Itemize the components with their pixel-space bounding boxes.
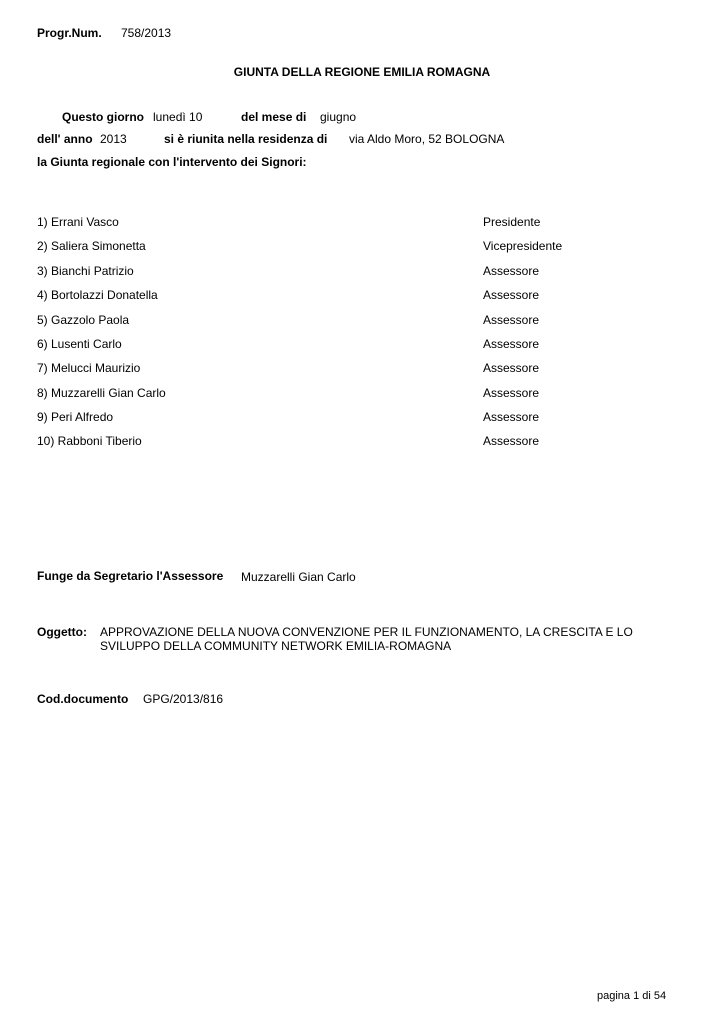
- member-name: 10) Rabboni Tiberio: [37, 434, 142, 448]
- member-role: Assessore: [483, 288, 540, 302]
- document-code-label: Cod.documento: [37, 692, 129, 706]
- place-label: si è riunita nella residenza di: [164, 132, 328, 146]
- secretary-value: Muzzarelli Gian Carlo: [241, 570, 356, 584]
- member-name: 3) Bianchi Patrizio: [37, 264, 134, 278]
- subject-line-2: SVILUPPO DELLA COMMUNITY NETWORK EMILIA-ROMAGNA: [100, 639, 452, 653]
- year-label: dell' anno: [37, 132, 93, 146]
- member-role: Presidente: [483, 215, 541, 229]
- document-code-value: GPG/2013/816: [143, 692, 224, 706]
- member-role: Assessore: [483, 313, 540, 327]
- year-value: 2013: [100, 132, 127, 146]
- member-role: Assessore: [483, 386, 540, 400]
- member-role: Assessore: [483, 434, 540, 448]
- member-name: 8) Muzzarelli Gian Carlo: [37, 386, 166, 400]
- member-name: 4) Bortolazzi Donatella: [37, 288, 158, 302]
- member-name: 6) Lusenti Carlo: [37, 337, 122, 351]
- member-name: 2) Saliera Simonetta: [37, 239, 146, 253]
- member-role: Assessore: [483, 337, 540, 351]
- member-role: Assessore: [483, 264, 540, 278]
- document-title: GIUNTA DELLA REGIONE EMILIA ROMAGNA: [233, 65, 491, 79]
- month-value: giugno: [320, 110, 357, 124]
- secretary-label: Funge da Segretario l'Assessore: [37, 569, 224, 583]
- day-label: Questo giorno: [62, 110, 144, 124]
- member-role: Vicepresidente: [483, 239, 563, 253]
- place-value: via Aldo Moro, 52 BOLOGNA: [349, 132, 505, 146]
- subject-line-1: APPROVAZIONE DELLA NUOVA CONVENZIONE PER IL FUNZIONAMENTO, LA CRESCITA E LO: [100, 625, 633, 639]
- subject-label: Oggetto:: [37, 625, 87, 639]
- month-label: del mese di: [241, 110, 307, 124]
- progr-num-value: 758/2013: [121, 26, 172, 40]
- day-value: lunedì 10: [153, 110, 203, 124]
- member-name: 5) Gazzolo Paola: [37, 313, 130, 327]
- progr-num-label: Progr.Num.: [37, 26, 102, 40]
- member-role: Assessore: [483, 361, 540, 375]
- member-name: 7) Melucci Maurizio: [37, 361, 141, 375]
- member-name: 9) Peri Alfredo: [37, 410, 114, 424]
- attendance-intro: la Giunta regionale con l'intervento dei Signori:: [37, 155, 307, 169]
- page-number: pagina 1 di 54: [597, 990, 667, 1002]
- member-name: 1) Errani Vasco: [37, 215, 119, 229]
- member-role: Assessore: [483, 410, 540, 424]
